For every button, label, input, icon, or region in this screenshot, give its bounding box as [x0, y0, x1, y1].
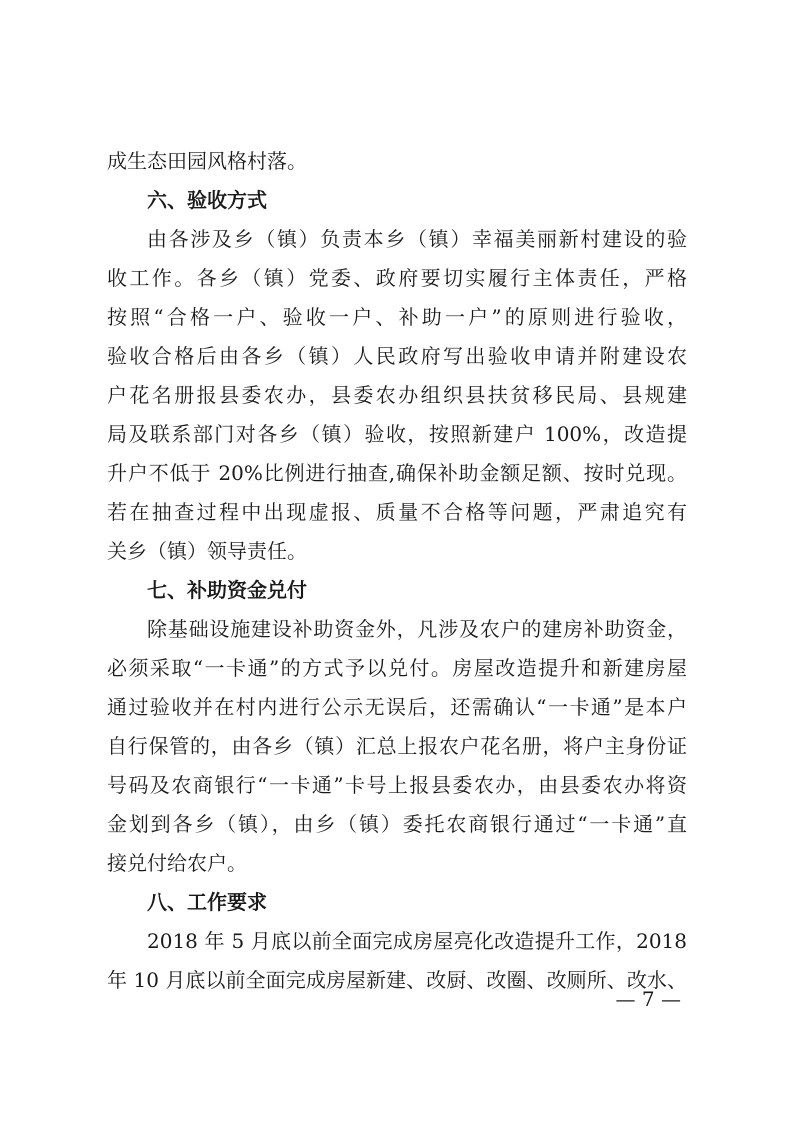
section-heading-acceptance: 六、验收方式 [147, 188, 267, 212]
paragraph-line: 必须采取“一卡通”的方式予以兑付。房屋改造提升和新建房屋 [107, 656, 687, 680]
paragraph-line: 户花名册报县委农办，县委农办组织县扶贫移民局、县规建 [107, 383, 687, 407]
paragraph-line: 按照“合格一户、验收一户、补助一户”的原则进行验收， [107, 305, 687, 329]
paragraph-line: 局及联系部门对各乡（镇）验收，按照新建户 100%，改造提 [107, 422, 687, 446]
paragraph-line: 金划到各乡（镇），由乡（镇）委托农商银行通过“一卡通”直 [107, 812, 687, 836]
document-body [107, 142, 687, 1000]
paragraph-line: 年 10 月底以前全面完成房屋新建、改厨、改圈、改厕所、改水、 [107, 968, 687, 992]
page-number: — 7 — [615, 987, 681, 1011]
paragraph-line: 验收合格后由各乡（镇）人民政府写出验收申请并附建设农 [107, 344, 687, 368]
paragraph-line: 除基础设施建设补助资金外，凡涉及农户的建房补助资金， [147, 617, 687, 641]
paragraph-line: 由各涉及乡（镇）负责本乡（镇）幸福美丽新村建设的验 [147, 227, 687, 251]
paragraph-line: 成生态田园风格村落。 [107, 149, 307, 173]
paragraph-line: 若在抽查过程中出现虚报、质量不合格等问题，严肃追究有 [107, 500, 687, 524]
paragraph-line: 自行保管的，由各乡（镇）汇总上报农户花名册，将户主身份证 [107, 734, 687, 758]
paragraph-line: 升户不低于 20%比例进行抽查,确保补助金额足额、按时兑现。 [107, 461, 687, 485]
paragraph-line: 号码及农商银行“一卡通”卡号上报县委农办，由县委农办将资 [107, 773, 687, 797]
paragraph-line: 2018 年 5 月底以前全面完成房屋亮化改造提升工作，2018 [147, 929, 687, 953]
paragraph-line: 收工作。各乡（镇）党委、政府要切实履行主体责任，严格 [107, 266, 687, 290]
paragraph-line: 关乡（镇）领导责任。 [107, 539, 307, 563]
section-heading-subsidy-payment: 七、补助资金兑付 [147, 578, 307, 602]
paragraph-line: 通过验收并在村内进行公示无误后，还需确认“一卡通”是本户 [107, 695, 687, 719]
section-heading-work-requirements: 八、工作要求 [147, 890, 267, 914]
paragraph-line: 接兑付给农户。 [107, 851, 247, 875]
